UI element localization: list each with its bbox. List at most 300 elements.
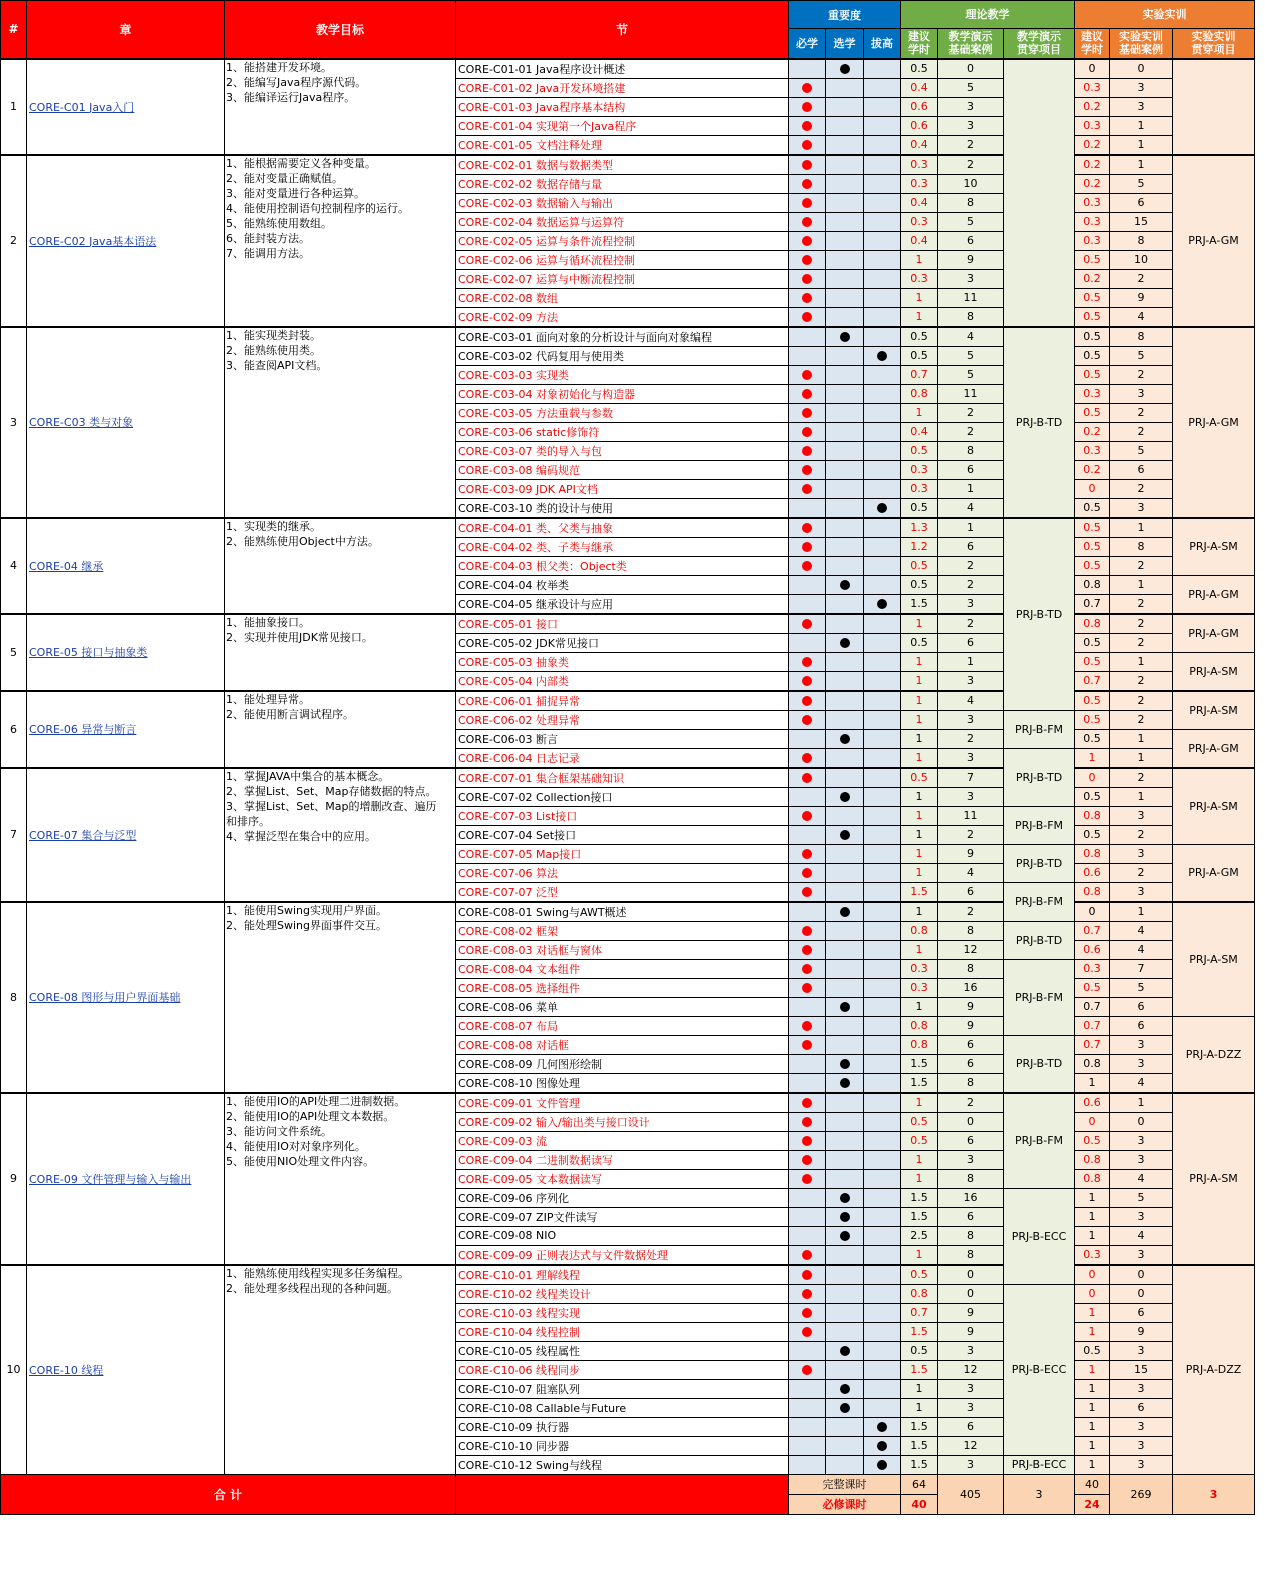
importance-advanced [864,959,901,978]
lab-hours: 0.8 [1075,614,1110,634]
lab-cases: 6 [1110,1016,1173,1035]
section-name: CORE-C03-02 代码复用与使用类 [456,346,789,365]
importance-must [789,78,826,97]
theory-hours: 1 [901,288,938,307]
goal-item: 2、能处理多线程出现的各种问题。 [226,1281,398,1295]
goal-item: 6、能封装方法。 [226,231,310,245]
importance-advanced [864,1303,901,1322]
importance-must [789,575,826,594]
importance-elective [826,422,864,441]
importance-elective [826,479,864,498]
goal-item: 7、能调用方法。 [226,246,310,260]
header-lab-cases: 实验实训 基础案例 [1110,29,1173,59]
importance-elective [826,1016,864,1035]
theory-hours: 1 [901,671,938,691]
lab-cases: 2 [1110,671,1173,691]
lab-cases: 3 [1110,1341,1173,1360]
elective-dot-icon [840,1193,850,1203]
importance-must [789,537,826,556]
goal-item: 1、能搭建开发环境。 [226,60,332,74]
chapter-number: 9 [1,1093,27,1265]
required-dot-icon [802,1308,812,1318]
goal-item: 5、能使用NIO处理文件内容。 [226,1154,375,1168]
theory-hours: 1.5 [901,1054,938,1073]
chapter-goals [225,902,456,1093]
section-name: CORE-C06-04 日志记录 [456,748,789,768]
goal-item: 2、能使用断言调试程序。 [226,707,354,721]
theory-hours: 1 [901,729,938,748]
importance-must [789,269,826,288]
section-name: CORE-C10-03 线程实现 [456,1303,789,1322]
importance-must [789,116,826,135]
required-dot-icon [802,83,812,93]
chapter-link[interactable]: CORE-06 异常与断言 [27,691,225,768]
section-name: CORE-C07-05 Map接口 [456,844,789,863]
lab-hours: 0.3 [1075,116,1110,135]
table-row [1,327,1255,347]
totals-theory-hours-complete: 64 [901,1474,938,1494]
section-name: CORE-C07-06 算法 [456,863,789,882]
importance-advanced [864,518,901,538]
importance-elective [826,1398,864,1417]
section-name: CORE-C06-02 处理异常 [456,710,789,729]
importance-must [789,1054,826,1073]
theory-project: PRJ-B-FM [1004,1093,1075,1189]
lab-hours: 0.6 [1075,863,1110,882]
theory-demo-cases: 11 [938,288,1004,307]
lab-hours: 0 [1075,902,1110,922]
lab-hours: 0.5 [1075,1341,1110,1360]
lab-cases: 2 [1110,614,1173,634]
importance-elective [826,671,864,691]
elective-dot-icon [840,1078,850,1088]
theory-hours: 1 [901,403,938,422]
importance-must [789,1112,826,1131]
importance-must [789,1188,826,1207]
importance-advanced [864,1436,901,1455]
theory-demo-cases: 2 [938,729,1004,748]
goal-item: 1、能抽象接口。 [226,615,310,629]
theory-project: PRJ-B-TD [1004,921,1075,959]
theory-demo-cases: 2 [938,902,1004,922]
chapter-goals [225,614,456,691]
importance-must [789,174,826,193]
chapter-link[interactable]: CORE-07 集合与泛型 [27,768,225,902]
header-must: 必学 [789,29,826,59]
theory-demo-cases: 2 [938,1093,1004,1113]
lab-cases: 2 [1110,633,1173,652]
section-name: CORE-C10-06 线程同步 [456,1360,789,1379]
chapter-link[interactable]: CORE-08 图形与用户界面基础 [27,902,225,1093]
totals-lab-hours-required: 24 [1075,1494,1110,1514]
importance-elective [826,1245,864,1265]
section-name: CORE-C05-02 JDK常见接口 [456,633,789,652]
importance-advanced [864,135,901,155]
theory-hours: 1.5 [901,1073,938,1093]
importance-elective [826,116,864,135]
importance-must [789,671,826,691]
theory-hours: 1 [901,1398,938,1417]
lab-cases: 1 [1110,748,1173,768]
section-name: CORE-C01-02 Java开发环境搭建 [456,78,789,97]
totals-complete-label: 完整课时 [789,1474,901,1494]
theory-demo-cases: 6 [938,537,1004,556]
theory-demo-cases: 6 [938,1054,1004,1073]
importance-advanced [864,1207,901,1226]
lab-cases: 3 [1110,78,1173,97]
advanced-dot-icon [877,1460,887,1470]
lab-hours: 0.7 [1075,997,1110,1016]
importance-elective [826,193,864,212]
importance-advanced [864,1073,901,1093]
header-theory: 理论教学 [901,1,1075,29]
theory-project: PRJ-B-TD [1004,748,1075,806]
lab-hours: 0 [1075,59,1110,79]
theory-hours: 0.8 [901,384,938,403]
importance-must [789,1265,826,1285]
totals-theory-project: 3 [1004,1474,1075,1514]
totals-required-label: 必修课时 [789,1494,901,1514]
theory-demo-cases: 8 [938,1073,1004,1093]
section-name: CORE-C07-04 Set接口 [456,825,789,844]
chapter-link[interactable]: CORE-05 接口与抽象类 [27,614,225,691]
theory-hours: 0.6 [901,97,938,116]
theory-demo-cases: 8 [938,1245,1004,1265]
section-name: CORE-C02-06 运算与循环流程控制 [456,250,789,269]
goal-item: 1、能使用Swing实现用户界面。 [226,903,387,917]
importance-must [789,1035,826,1054]
importance-advanced [864,787,901,806]
importance-must [789,1436,826,1455]
required-dot-icon [802,523,812,533]
importance-advanced [864,269,901,288]
required-dot-icon [802,1289,812,1299]
header-num: # [1,1,27,59]
theory-demo-cases: 4 [938,498,1004,518]
section-name: CORE-C02-01 数据与数据类型 [456,155,789,175]
lab-cases: 6 [1110,997,1173,1016]
theory-demo-cases: 10 [938,174,1004,193]
lab-hours: 0.5 [1075,288,1110,307]
elective-dot-icon [840,1231,850,1241]
importance-advanced [864,1265,901,1285]
theory-demo-cases: 5 [938,212,1004,231]
section-name: CORE-C09-05 文本数据读写 [456,1169,789,1188]
section-name: CORE-C09-09 正则表达式与文件数据处理 [456,1245,789,1265]
importance-advanced [864,978,901,997]
theory-demo-cases: 1 [938,479,1004,498]
theory-hours: 0.4 [901,231,938,250]
importance-advanced [864,882,901,902]
theory-demo-cases: 0 [938,1112,1004,1131]
theory-demo-cases: 9 [938,1322,1004,1341]
required-dot-icon [802,140,812,150]
importance-advanced [864,97,901,116]
theory-demo-cases: 16 [938,978,1004,997]
lab-project: PRJ-A-GM [1173,844,1255,902]
goal-item: 3、能编译运行Java程序。 [226,90,356,104]
lab-cases: 1 [1110,652,1173,671]
section-name: CORE-C07-02 Collection接口 [456,787,789,806]
importance-elective [826,441,864,460]
importance-must [789,863,826,882]
required-dot-icon [802,255,812,265]
importance-elective [826,844,864,863]
lab-project: PRJ-A-GM [1173,155,1255,327]
importance-must [789,384,826,403]
goal-item: 1、能根据需要定义各种变量。 [226,156,376,170]
required-dot-icon [802,121,812,131]
required-dot-icon [802,887,812,897]
importance-elective [826,1284,864,1303]
required-dot-icon [802,657,812,667]
lab-cases: 9 [1110,1322,1173,1341]
section-name: CORE-C08-05 选择组件 [456,978,789,997]
importance-must [789,1360,826,1379]
required-dot-icon [802,1040,812,1050]
importance-elective [826,174,864,193]
theory-hours: 0.5 [901,633,938,652]
section-name: CORE-C08-10 图像处理 [456,1073,789,1093]
lab-hours: 0 [1075,1265,1110,1285]
importance-elective [826,1207,864,1226]
lab-project: PRJ-A-DZZ [1173,1016,1255,1093]
importance-must [789,997,826,1016]
section-name: CORE-C09-08 NIO [456,1226,789,1245]
theory-project: PRJ-B-FM [1004,806,1075,844]
theory-hours: 0.4 [901,78,938,97]
theory-hours: 1 [901,1169,938,1188]
section-name: CORE-C09-02 输入/输出类与接口设计 [456,1112,789,1131]
required-dot-icon [802,1117,812,1127]
importance-elective [826,882,864,902]
importance-elective [826,288,864,307]
goal-item: 1、能熟练使用线程实现多任务编程。 [226,1266,409,1280]
lab-cases: 1 [1110,116,1173,135]
goal-item: 3、能访问文件系统。 [226,1124,332,1138]
header-elective: 选学 [826,29,864,59]
chapter-goals [225,59,456,155]
theory-demo-cases: 11 [938,384,1004,403]
importance-elective [826,902,864,922]
theory-demo-cases: 9 [938,1303,1004,1322]
chapter-link[interactable]: CORE-10 线程 [27,1265,225,1475]
lab-cases: 5 [1110,1188,1173,1207]
importance-elective [826,250,864,269]
importance-must [789,479,826,498]
lab-cases: 4 [1110,1073,1173,1093]
advanced-dot-icon [877,1441,887,1451]
goal-item: 2、能使用IO的API处理文本数据。 [226,1109,395,1123]
importance-must [789,59,826,79]
importance-elective [826,959,864,978]
theory-project [1004,59,1075,327]
theory-hours: 1 [901,940,938,959]
goal-item: 1、能处理异常。 [226,692,310,706]
importance-elective [826,269,864,288]
importance-must [789,250,826,269]
lab-hours: 0.5 [1075,365,1110,384]
theory-demo-cases: 3 [938,1150,1004,1169]
lab-hours: 0.2 [1075,97,1110,116]
section-name: CORE-C03-08 编码规范 [456,460,789,479]
importance-advanced [864,288,901,307]
theory-hours: 0.4 [901,135,938,155]
importance-advanced [864,174,901,193]
lab-hours: 0.7 [1075,671,1110,691]
importance-must [789,940,826,959]
importance-must [789,1303,826,1322]
chapter-link[interactable]: CORE-09 文件管理与输入与输出 [27,1093,225,1265]
theory-hours: 1 [901,250,938,269]
theory-hours: 0.3 [901,212,938,231]
required-dot-icon [802,179,812,189]
lab-hours: 0.5 [1075,633,1110,652]
importance-advanced [864,1226,901,1245]
theory-project: PRJ-B-FM [1004,710,1075,748]
header-lab: 实验实训 [1075,1,1255,29]
importance-advanced [864,441,901,460]
lab-hours: 0.7 [1075,1035,1110,1054]
importance-advanced [864,384,901,403]
lab-hours: 0.5 [1075,710,1110,729]
goal-item: 3、掌握List、Set、Map的增删改查、遍历 [226,799,437,813]
lab-hours: 1 [1075,1188,1110,1207]
lab-cases: 5 [1110,978,1173,997]
importance-advanced [864,346,901,365]
lab-hours: 0.2 [1075,422,1110,441]
importance-elective [826,691,864,711]
lab-cases: 3 [1110,1150,1173,1169]
lab-project: PRJ-A-SM [1173,902,1255,1017]
lab-cases: 2 [1110,365,1173,384]
chapter-link[interactable]: CORE-C01 Java入门 [27,59,225,155]
theory-demo-cases: 9 [938,997,1004,1016]
section-name: CORE-C01-04 实现第一个Java程序 [456,116,789,135]
header-theory-hours: 建议 学时 [901,29,938,59]
importance-advanced [864,863,901,882]
section-name: CORE-C10-01 理解线程 [456,1265,789,1285]
theory-hours: 1.5 [901,1436,938,1455]
importance-advanced [864,1417,901,1436]
theory-demo-cases: 8 [938,1169,1004,1188]
theory-demo-cases: 3 [938,269,1004,288]
required-dot-icon [802,676,812,686]
importance-elective [826,498,864,518]
chapter-link[interactable]: CORE-04 继承 [27,518,225,614]
goal-item: 和排序。 [226,814,270,828]
chapter-number: 3 [1,327,27,518]
theory-demo-cases: 0 [938,1265,1004,1285]
importance-must [789,1016,826,1035]
theory-hours: 1 [901,787,938,806]
theory-demo-cases: 3 [938,594,1004,614]
lab-hours: 1 [1075,1226,1110,1245]
theory-hours: 0.3 [901,174,938,193]
theory-project: PRJ-B-FM [1004,959,1075,1035]
lab-cases: 3 [1110,1245,1173,1265]
lab-cases: 2 [1110,479,1173,498]
required-dot-icon [802,983,812,993]
importance-advanced [864,78,901,97]
elective-dot-icon [840,1059,850,1069]
lab-cases: 1 [1110,518,1173,538]
elective-dot-icon [840,830,850,840]
theory-demo-cases: 8 [938,193,1004,212]
lab-hours: 1 [1075,1303,1110,1322]
importance-must [789,346,826,365]
importance-must [789,729,826,748]
goal-item: 2、能对变量正确赋值。 [226,171,343,185]
section-name: CORE-C03-07 类的导入与包 [456,441,789,460]
theory-hours: 0.7 [901,365,938,384]
lab-cases: 6 [1110,1303,1173,1322]
section-name: CORE-C08-08 对话框 [456,1035,789,1054]
theory-demo-cases: 12 [938,1360,1004,1379]
chapter-link[interactable]: CORE-C02 Java基本语法 [27,155,225,327]
totals-label: 合 计 [1,1474,456,1514]
lab-hours: 0 [1075,1112,1110,1131]
theory-hours: 1.5 [901,882,938,902]
lab-cases: 2 [1110,863,1173,882]
theory-hours: 1 [901,710,938,729]
totals-theory-hours-required: 40 [901,1494,938,1514]
importance-elective [826,594,864,614]
importance-must [789,1131,826,1150]
goal-item: 2、实现并使用JDK常见接口。 [226,630,373,644]
importance-advanced [864,748,901,768]
theory-demo-cases: 2 [938,556,1004,575]
importance-elective [826,365,864,384]
lab-cases: 1 [1110,135,1173,155]
lab-cases: 10 [1110,250,1173,269]
section-name: CORE-C09-04 二进制数据读写 [456,1150,789,1169]
importance-must [789,614,826,634]
theory-hours: 0.5 [901,1265,938,1285]
importance-advanced [864,193,901,212]
importance-must [789,1073,826,1093]
importance-must [789,1322,826,1341]
lab-cases: 1 [1110,787,1173,806]
importance-elective [826,1112,864,1131]
lab-hours: 0 [1075,1284,1110,1303]
theory-demo-cases: 8 [938,307,1004,327]
chapter-goals [225,327,456,518]
required-dot-icon [802,1136,812,1146]
lab-cases: 0 [1110,1284,1173,1303]
theory-demo-cases: 3 [938,97,1004,116]
importance-advanced [864,59,901,79]
lab-hours: 0.5 [1075,250,1110,269]
chapter-number: 10 [1,1265,27,1475]
required-dot-icon [802,753,812,763]
importance-must [789,135,826,155]
importance-advanced [864,1112,901,1131]
importance-advanced [864,155,901,175]
importance-elective [826,1455,864,1474]
importance-advanced [864,575,901,594]
goal-item: 2、能处理Swing界面事件交互。 [226,918,387,932]
importance-must [789,231,826,250]
chapter-link[interactable]: CORE-C03 类与对象 [27,327,225,518]
theory-demo-cases: 2 [938,614,1004,634]
lab-cases: 3 [1110,806,1173,825]
importance-advanced [864,614,901,634]
lab-cases: 3 [1110,1436,1173,1455]
importance-elective [826,1150,864,1169]
importance-elective [826,768,864,788]
importance-elective [826,1188,864,1207]
